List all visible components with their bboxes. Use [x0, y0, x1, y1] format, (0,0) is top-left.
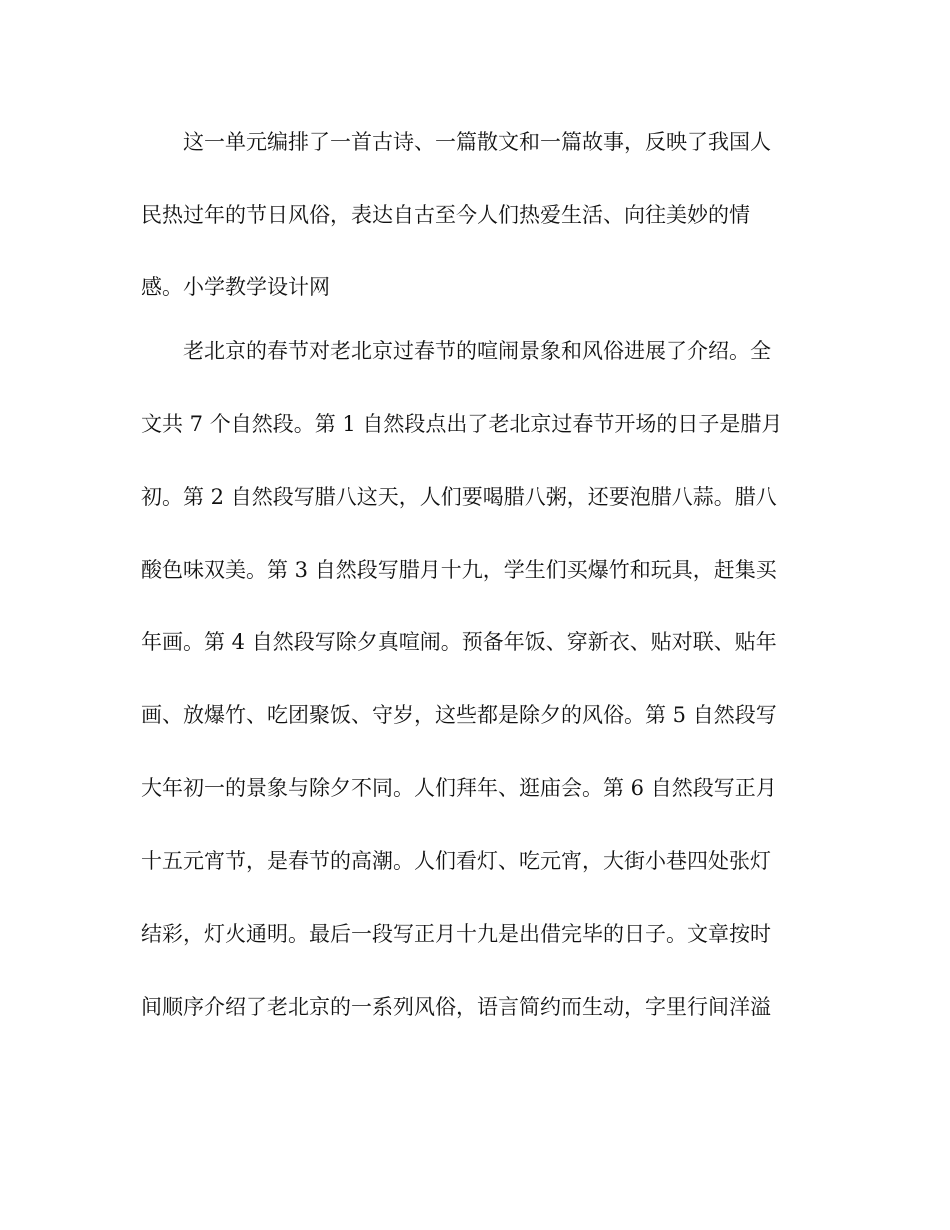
paragraph-2-line-7: 大年初一的景象与除夕不同。人们拜年、逛庙会。第 6 自然段写正月 [141, 776, 777, 800]
paragraph-2-line-1: 老北京的春节对老北京过春节的喧闹景象和风俗进展了介绍。全 [183, 339, 771, 363]
paragraph-1-line-2: 民热过年的节日风俗，表达自古至今人们热爱生活、向往美妙的情 [141, 203, 750, 227]
paragraph-1-line-1: 这一单元编排了一首古诗、一篇散文和一篇故事，反映了我国人 [183, 130, 771, 154]
paragraph-2-line-2: 文共 7 个自然段。第 1 自然段点出了老北京过春节开场的日子是腊月 [141, 412, 783, 436]
paragraph-2-line-4: 酸色味双美。第 3 自然段写腊月十九，学生们买爆竹和玩具，赶集买 [141, 558, 777, 582]
paragraph-2-line-10: 间顺序介绍了老北京的一系列风俗，语言简约而生动，字里行间洋溢 [141, 995, 771, 1019]
paragraph-2-line-8: 十五元宵节，是春节的高潮。人们看灯、吃元宵，大街小巷四处张灯 [141, 849, 771, 873]
paragraph-1-line-3: 感。小学教学设计网 [141, 275, 330, 299]
paragraph-2-line-5: 年画。第 4 自然段写除夕真喧闹。预备年饭、穿新衣、贴对联、贴年 [141, 630, 777, 654]
paragraph-2-line-3: 初。第 2 自然段写腊八这天，人们要喝腊八粥，还要泡腊八蒜。腊八 [141, 485, 777, 509]
paragraph-2-line-9: 结彩，灯火通明。最后一段写正月十九是出借完毕的日子。文章按时 [141, 922, 771, 946]
paragraph-2-line-6: 画、放爆竹、吃团聚饭、守岁，这些都是除夕的风俗。第 5 自然段写 [141, 703, 777, 727]
